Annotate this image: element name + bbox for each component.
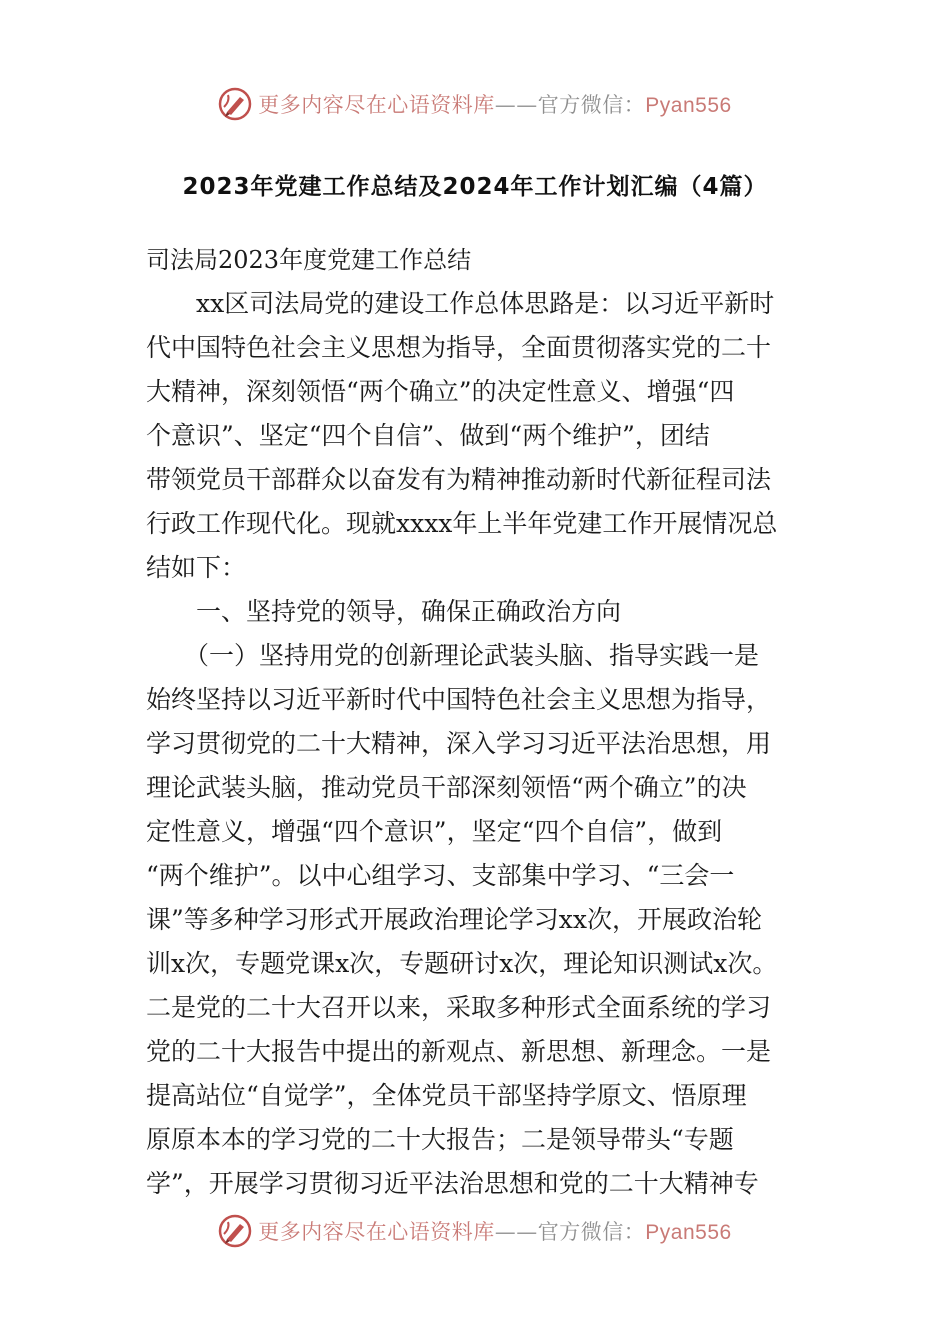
watermark-banner-top: [0, 84, 950, 124]
watermark-text: [258, 1216, 731, 1246]
paragraph-line: 结如下：: [146, 553, 247, 582]
watermark-separator: ——: [494, 1220, 538, 1244]
subsection-heading: （一）坚持用党的创新理论武装头脑、指导实践一是: [184, 641, 760, 670]
watermark-separator: ——: [494, 93, 538, 117]
document-body: [146, 238, 810, 1206]
watermark-site: 更多内容尽在心语资料库: [258, 93, 495, 117]
paragraph-line: 理论武装头脑，推动党员干部深刻领悟“两个确立”的决: [146, 773, 747, 802]
watermark-account: Pyan556: [645, 1221, 732, 1244]
paragraph-line: 定性意义，增强“四个意识”，坚定“四个自信”，做到: [146, 817, 723, 846]
paragraph-line: 原原本本的学习党的二十大报告；二是领导带头“专题: [146, 1125, 734, 1154]
watermark-account: Pyan556: [645, 94, 732, 117]
paragraph-line: 学”，开展学习贯彻习近平法治思想和党的二十大精神专: [146, 1169, 759, 1198]
paragraph-line: “两个维护”。以中心组学习、支部集中学习、“三会一: [146, 861, 735, 890]
section-heading: 一、坚持党的领导，确保正确政治方向: [196, 597, 622, 626]
paragraph-line: 个意识”、坚定“四个自信”、做到“两个维护”，团结: [146, 421, 710, 450]
paragraph-line: 大精神，深刻领悟“两个确立”的决定性意义、增强“四: [146, 377, 735, 406]
watermark-site: 更多内容尽在心语资料库: [258, 1220, 495, 1244]
watermark-text: [258, 89, 731, 119]
paragraph-line: 带领党员干部群众以奋发有为精神推动新时代新征程司法: [146, 465, 772, 494]
paragraph-line: 二是党的二十大召开以来，采取多种形式全面系统的学习: [146, 993, 772, 1022]
paragraph-line: 党的二十大报告中提出的新观点、新思想、新理念。一是: [146, 1037, 772, 1066]
paragraph-line: 提高站位“自觉学”，全体党员干部坚持学原文、悟原理: [146, 1081, 747, 1110]
pen-logo-icon: [218, 1214, 252, 1248]
watermark-banner-bottom: [0, 1211, 950, 1251]
section-title: 司法局2023年度党建工作总结: [146, 246, 472, 274]
paragraph-line: 行政工作现代化。现就xxxx年上半年党建工作开展情况总: [146, 509, 778, 538]
paragraph-line: xx区司法局党的建设工作总体思路是：以习近平新时: [196, 289, 775, 318]
paragraph-line: 课”等多种学习形式开展政治理论学习xx次，开展政治轮: [146, 905, 762, 934]
paragraph-line: 代中国特色社会主义思想为指导，全面贯彻落实党的二十: [146, 333, 772, 362]
paragraph-line: 始终坚持以习近平新时代中国特色社会主义思想为指导，: [146, 685, 772, 714]
document-title: 2023年党建工作总结及2024年工作计划汇编（4篇）: [182, 174, 768, 200]
pen-logo-icon: [218, 87, 252, 121]
paragraph-line: 训x次，专题党课x次，专题研讨x次，理论知识测试x次。: [146, 949, 778, 978]
watermark-label: 官方微信：: [537, 93, 646, 117]
paragraph-line: 学习贯彻党的二十大精神，深入学习习近平法治思想，用: [146, 729, 772, 758]
watermark-label: 官方微信：: [537, 1220, 646, 1244]
